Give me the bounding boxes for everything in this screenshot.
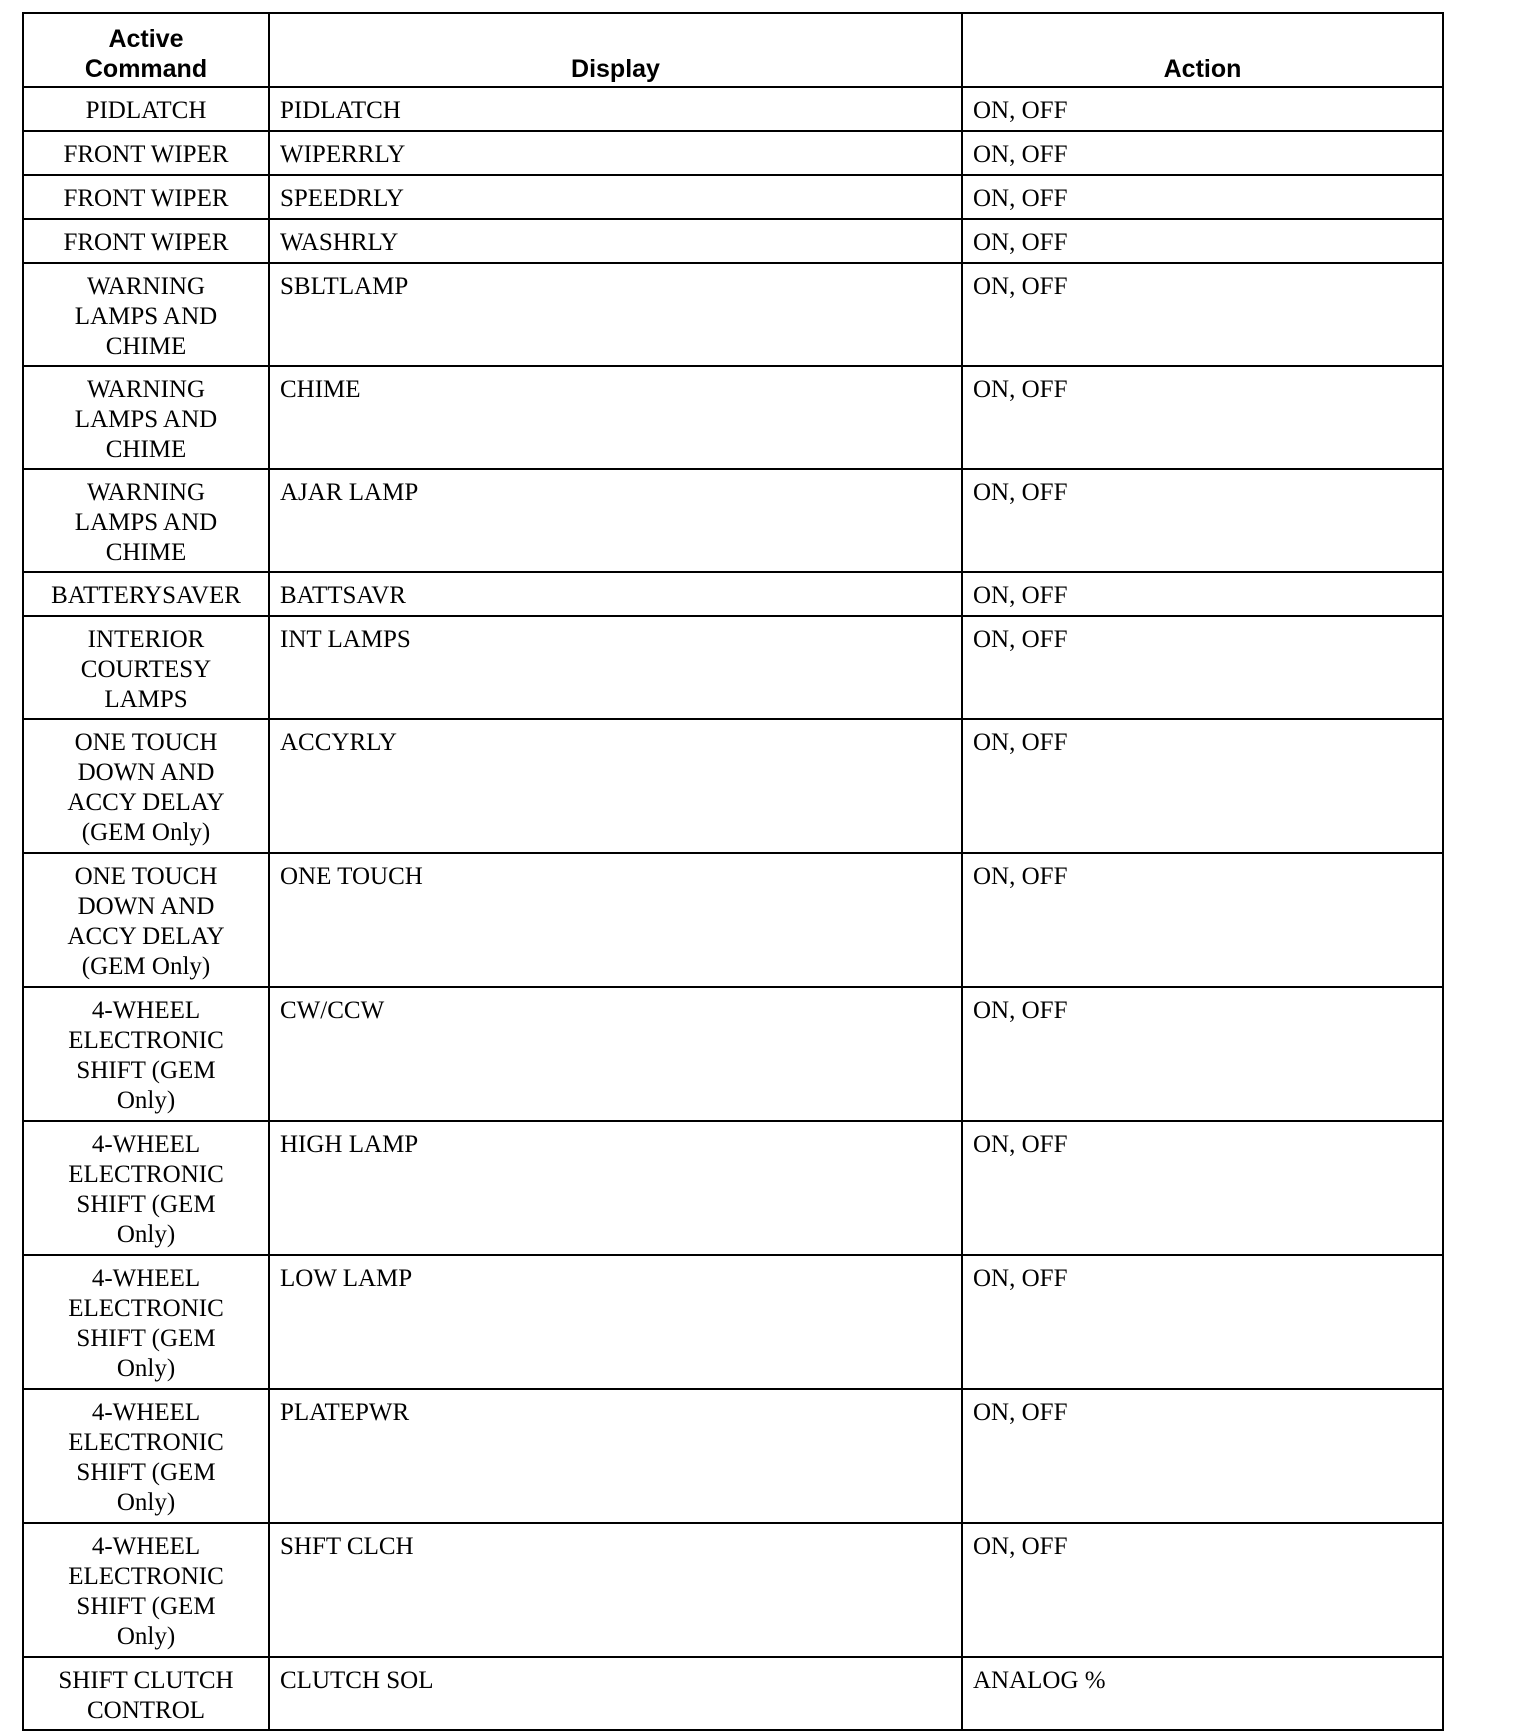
table-row — [23, 263, 1443, 366]
table-row — [23, 853, 1443, 987]
action-cell: ON, OFF — [962, 719, 1443, 853]
table-row — [23, 469, 1443, 572]
action-cell: ON, OFF — [962, 175, 1443, 219]
command-cell: SHIFT CLUTCH CONTROL — [23, 1657, 269, 1730]
display-cell: WASHRLY — [269, 219, 962, 263]
action-cell: ON, OFF — [962, 572, 1443, 616]
table-row — [23, 719, 1443, 853]
command-cell: FRONT WIPER — [23, 175, 269, 219]
table-row — [23, 1523, 1443, 1657]
command-cell: FRONT WIPER — [23, 219, 269, 263]
table-row — [23, 987, 1443, 1121]
action-cell: ON, OFF — [962, 87, 1443, 131]
active-command-table — [22, 12, 1444, 1731]
table-row — [23, 366, 1443, 469]
header-active-command: Active Command — [23, 13, 269, 87]
action-cell: ON, OFF — [962, 1121, 1443, 1255]
action-cell: ON, OFF — [962, 1255, 1443, 1389]
display-cell: LOW LAMP — [269, 1255, 962, 1389]
action-cell: ON, OFF — [962, 263, 1443, 366]
action-cell: ON, OFF — [962, 131, 1443, 175]
display-cell: INT LAMPS — [269, 616, 962, 719]
command-cell: 4-WHEEL ELECTRONIC SHIFT (GEM Only) — [23, 1523, 269, 1657]
display-cell: SHFT CLCH — [269, 1523, 962, 1657]
header-display: Display — [269, 13, 962, 87]
table-row — [23, 175, 1443, 219]
command-cell: FRONT WIPER — [23, 131, 269, 175]
table-row — [23, 572, 1443, 616]
table-row — [23, 1121, 1443, 1255]
action-cell: ON, OFF — [962, 1523, 1443, 1657]
table-row — [23, 87, 1443, 131]
display-cell: CLUTCH SOL — [269, 1657, 962, 1730]
command-cell: PIDLATCH — [23, 87, 269, 131]
command-cell: ONE TOUCH DOWN AND ACCY DELAY (GEM Only) — [23, 853, 269, 987]
display-cell: SPEEDRLY — [269, 175, 962, 219]
header-row — [23, 13, 1443, 87]
action-cell: ON, OFF — [962, 987, 1443, 1121]
action-cell: ON, OFF — [962, 616, 1443, 719]
display-cell: WIPERRLY — [269, 131, 962, 175]
action-cell: ANALOG % — [962, 1657, 1443, 1730]
table-row — [23, 1657, 1443, 1730]
table-row — [23, 219, 1443, 263]
command-cell: WARNING LAMPS AND CHIME — [23, 366, 269, 469]
command-cell: ONE TOUCH DOWN AND ACCY DELAY (GEM Only) — [23, 719, 269, 853]
display-cell: CHIME — [269, 366, 962, 469]
display-cell: ACCYRLY — [269, 719, 962, 853]
display-cell: HIGH LAMP — [269, 1121, 962, 1255]
command-cell: BATTERYSAVER — [23, 572, 269, 616]
action-cell: ON, OFF — [962, 219, 1443, 263]
action-cell: ON, OFF — [962, 1389, 1443, 1523]
display-cell: AJAR LAMP — [269, 469, 962, 572]
command-cell: 4-WHEEL ELECTRONIC SHIFT (GEM Only) — [23, 1255, 269, 1389]
action-cell: ON, OFF — [962, 469, 1443, 572]
display-cell: ONE TOUCH — [269, 853, 962, 987]
command-cell: WARNING LAMPS AND CHIME — [23, 469, 269, 572]
display-cell: PIDLATCH — [269, 87, 962, 131]
command-cell: 4-WHEEL ELECTRONIC SHIFT (GEM Only) — [23, 1121, 269, 1255]
table-row — [23, 1389, 1443, 1523]
action-cell: ON, OFF — [962, 366, 1443, 469]
display-cell: PLATEPWR — [269, 1389, 962, 1523]
command-cell: 4-WHEEL ELECTRONIC SHIFT (GEM Only) — [23, 1389, 269, 1523]
header-action: Action — [962, 13, 1443, 87]
table-row — [23, 616, 1443, 719]
table-row — [23, 131, 1443, 175]
display-cell: SBLTLAMP — [269, 263, 962, 366]
command-cell: 4-WHEEL ELECTRONIC SHIFT (GEM Only) — [23, 987, 269, 1121]
display-cell: BATTSAVR — [269, 572, 962, 616]
action-cell: ON, OFF — [962, 853, 1443, 987]
command-cell: INTERIOR COURTESY LAMPS — [23, 616, 269, 719]
display-cell: CW/CCW — [269, 987, 962, 1121]
command-cell: WARNING LAMPS AND CHIME — [23, 263, 269, 366]
table-row — [23, 1255, 1443, 1389]
